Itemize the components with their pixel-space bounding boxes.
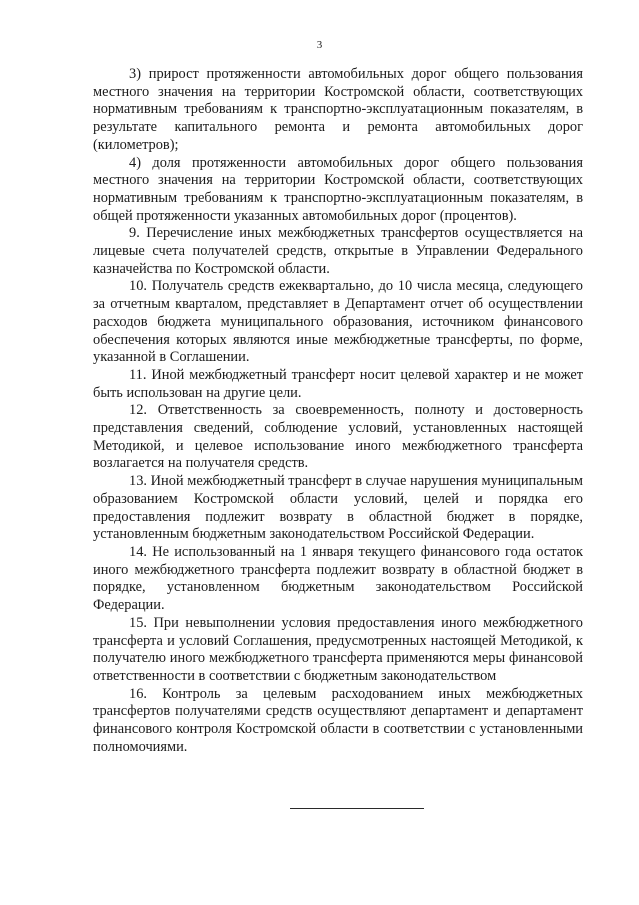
paragraph-item-3: 3) прирост протяженности автомобильных дорог общего пользования местного значения на территории Костромской области, соответствующих нормативным требованиям к транспортно-эксплуатационным показателям, в результате капитального ремонта и ремонта автомобильных дорог (километров);: [93, 66, 583, 153]
paragraph-clause-14: 14. Не использованный на 1 января текущего финансового года остаток иного межбюджетного трансферта подлежит возврату в областной бюджет в порядке, установленном бюджетным законодательством Российской Федерации.: [93, 543, 583, 614]
paragraph-clause-11: 11. Иной межбюджетный трансферт носит целевой характер и не может быть использован на другие цели.: [93, 366, 583, 401]
document-body: [93, 66, 583, 756]
paragraph-clause-9: 9. Перечисление иных межбюджетных трансфертов осуществляется на лицевые счета получателей средств, открытые в Управлении Федерального казначейства по Костромской области.: [93, 225, 583, 277]
paragraph-clause-16: 16. Контроль за целевым расходованием иных межбюджетных трансфертов получателями средств осуществляют департамент и департамент финансового контроля Костромской области в соответствии с установленными полномочиями.: [93, 685, 583, 755]
end-divider-line: [290, 808, 424, 809]
page-number: 3: [316, 39, 323, 51]
paragraph-clause-12: 12. Ответственность за своевременность, полноту и достоверность представления сведений, соблюдение условий, установленных настоящей Методикой, и целевое использование иного межбюджетного трансферта возлагается на получателя средств.: [93, 402, 583, 472]
paragraph-clause-13: 13. Иной межбюджетный трансферт в случае нарушения муниципальным образованием Костромской области условий, целей и порядка его предоставления подлежит возврату в областной бюджет в порядке, установленным бюджетным законодательством Российской Федерации.: [93, 473, 583, 543]
paragraph-item-4: 4) доля протяженности автомобильных дорог общего пользования местного значения на территории Костромской области, соответствующих нормативным требованиям к транспортно-эксплуатационным показателям, в общей протяженности указанных автомобильных дорог (процентов).: [93, 154, 583, 224]
paragraph-clause-10: 10. Получатель средств ежеквартально, до 10 числа месяца, следующего за отчетным кварталом, представляет в Департамент отчет об осуществлении расходов бюджета муниципального образования, источником финансового обеспечения которых являются иные межбюджетные трансферты, по форме, указанной в Соглашении.: [93, 278, 583, 366]
paragraph-clause-15: 15. При невыполнении условия предоставления иного межбюджетного трансферта и условий Соглашения, предусмотренных настоящей Методикой, к получателю иного межбюджетного трансферта применяются меры финансовой ответственности в соответствии с бюджетным законодательством: [93, 614, 583, 684]
